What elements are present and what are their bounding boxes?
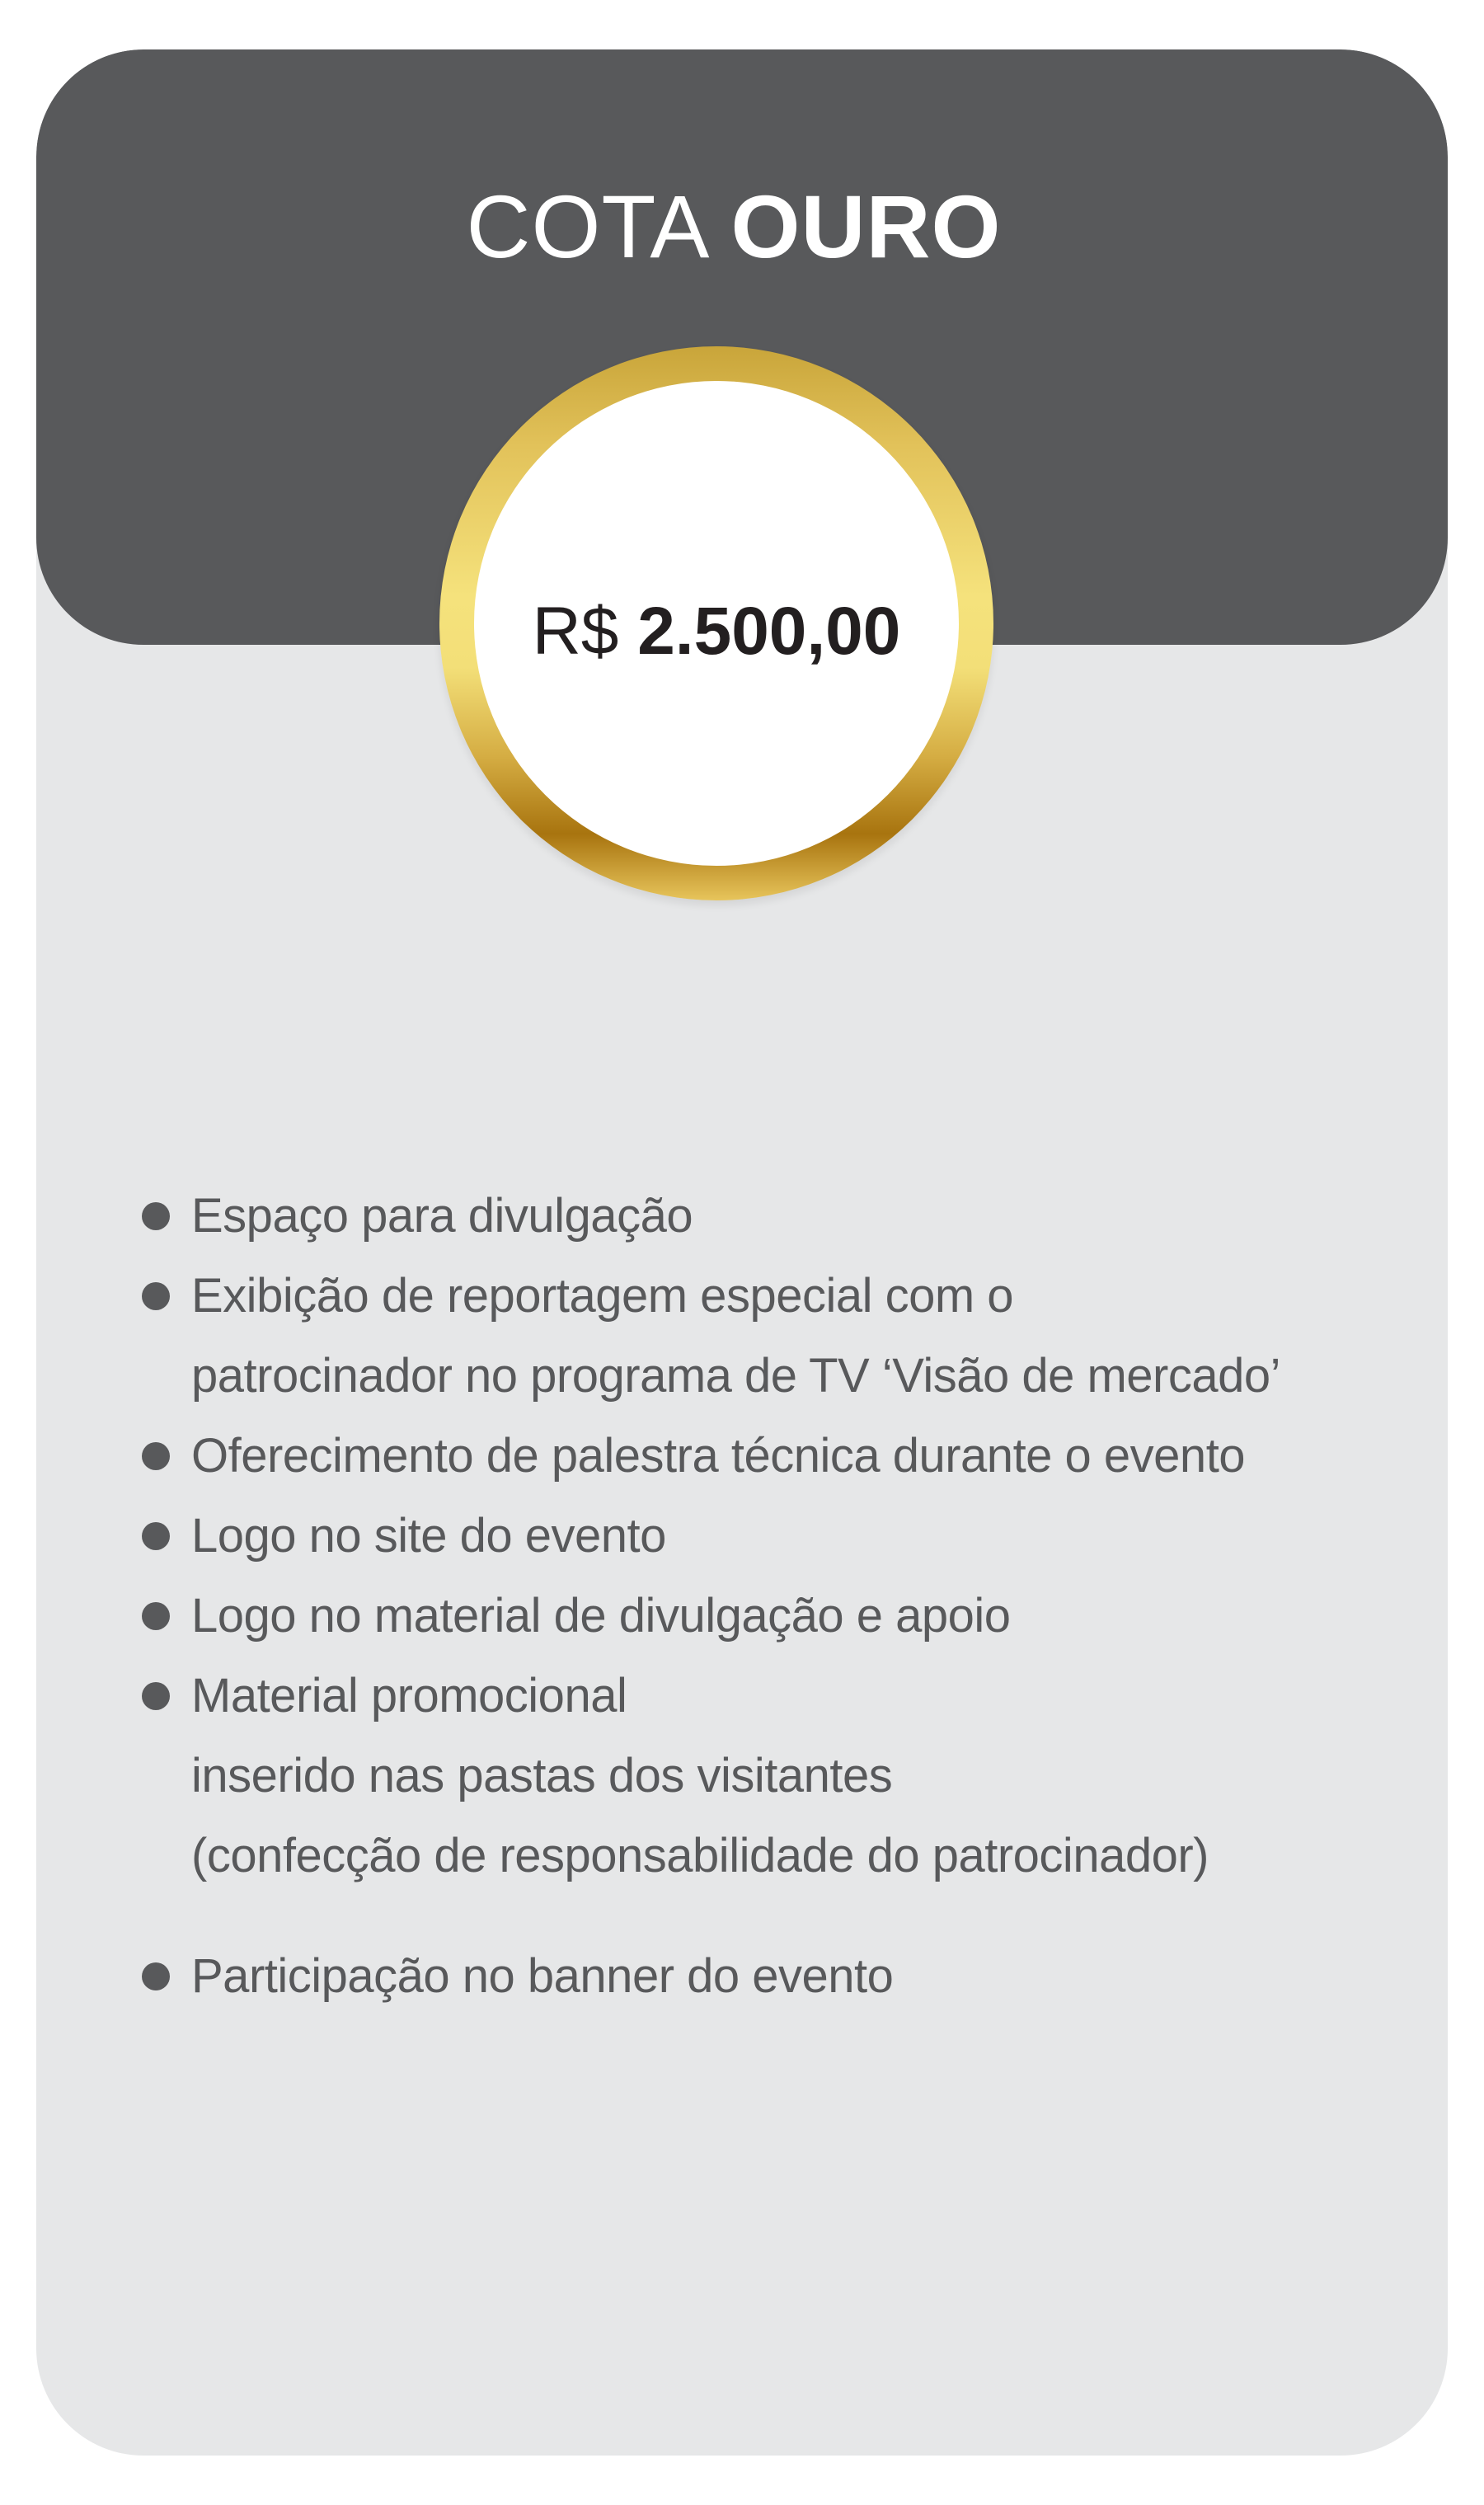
benefit-text: Material promocional: [191, 1669, 627, 1722]
benefit-text: (confecção de responsabilidade do patrocinador): [191, 1829, 1209, 1882]
benefit-text: Exibição de reportagem especial com o: [191, 1269, 1014, 1323]
bullet-icon: [142, 1602, 170, 1630]
benefits-list: [36, 49, 1448, 2456]
benefit-text: inserido nas pastas dos visitantes: [191, 1749, 893, 1802]
benefit-text: Logo no site do evento: [191, 1509, 666, 1563]
tier-title-name: OURO: [730, 176, 1002, 276]
bullet-icon: [142, 1282, 170, 1310]
tier-title-prefix: COTA: [466, 176, 706, 276]
benefit-text: Logo no material de divulgação e apoio: [191, 1589, 1011, 1643]
benefit-text: patrocinador no programa de TV ‘Visão de mercado’: [191, 1349, 1281, 1403]
sponsorship-card: [36, 49, 1448, 2456]
bullet-icon: [142, 1522, 170, 1550]
price-amount: 2.500,00: [637, 594, 901, 669]
bullet-icon: [142, 1442, 170, 1470]
bullet-icon: [142, 1682, 170, 1710]
benefit-text: Espaço para divulgação: [191, 1189, 693, 1243]
benefit-text: Participação no banner do evento: [191, 1949, 894, 2003]
bullet-icon: [142, 1962, 170, 1990]
price-currency: R$: [532, 594, 619, 669]
bullet-icon: [142, 1202, 170, 1230]
benefit-text: Oferecimento de palestra técnica durante o evento: [191, 1429, 1246, 1483]
